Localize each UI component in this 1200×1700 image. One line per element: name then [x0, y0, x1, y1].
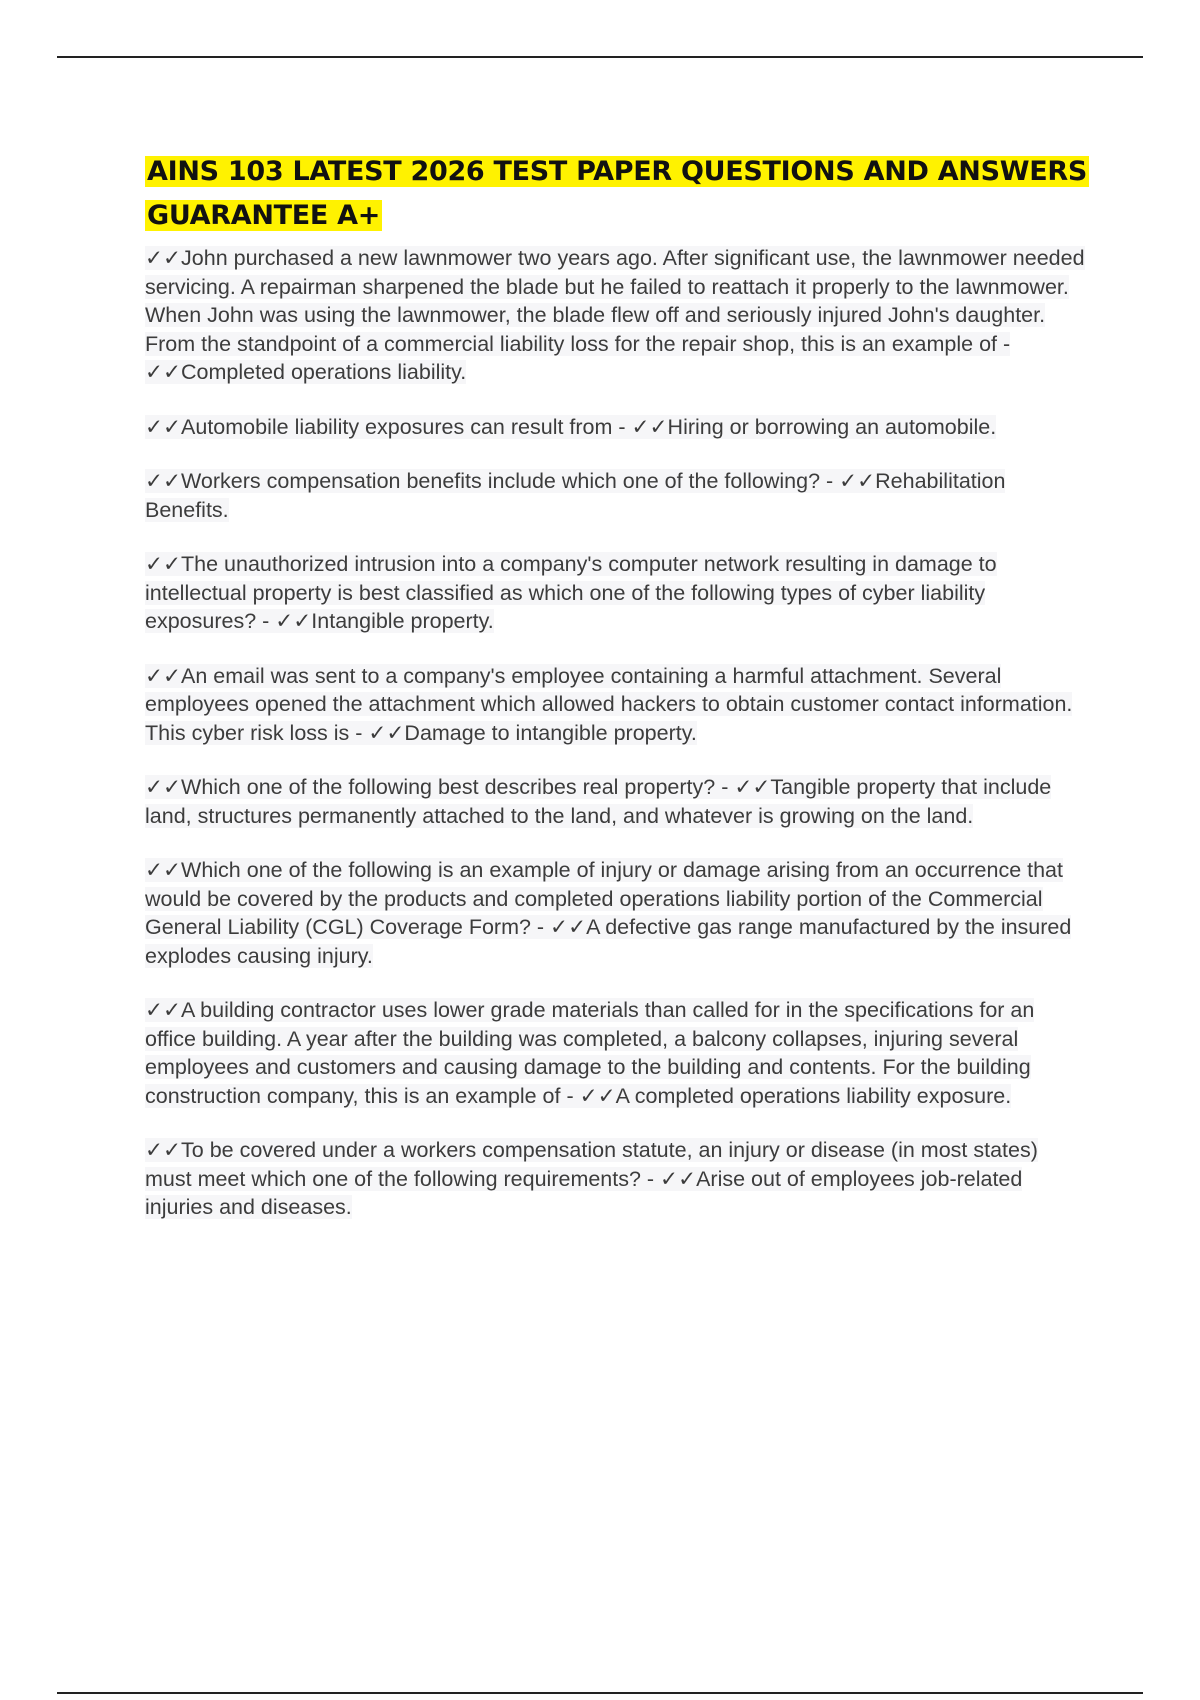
qa-item: ✓✓John purchased a new lawnmower two years ago. After significant use, the lawnmower needed servicing. A repairman sharpened the blade but he failed to reattach it properly to the lawnmower. When John was using the lawnmower, the blade flew off and seriously injured John's daughter. From the standpoint of a commercial liability loss for the repair shop, this is an example of - ✓✓Completed operations liability.	[145, 246, 1085, 384]
document-title	[145, 150, 1090, 238]
document-title-text: AINS 103 LATEST 2026 TEST PAPER QUESTIONS AND ANSWERS GUARANTEE A+	[147, 156, 1088, 231]
qa-item: ✓✓To be covered under a workers compensation statute, an injury or disease (in most states) must meet which one of the following requirements? - ✓✓Arise out of employees job-related injuries and diseases.	[145, 1138, 1038, 1219]
qa-item: ✓✓Automobile liability exposures can result from - ✓✓Hiring or borrowing an automobile.	[145, 414, 997, 439]
footer-rule	[57, 1692, 1143, 1694]
qa-item: ✓✓Which one of the following is an example of injury or damage arising from an occurrence that would be covered by the products and completed operations liability portion of the Commercial General Liability (CGL) Coverage Form? - ✓✓A defective gas range manufactured by the insured explodes causing injury.	[145, 858, 1072, 968]
qa-item: ✓✓The unauthorized intrusion into a company's computer network resulting in damage to intellectual property is best classified as which one of the following types of cyber liability exposures? - ✓✓Intangible property.	[145, 552, 997, 633]
qa-item: ✓✓Workers compensation benefits include which one of the following? - ✓✓Rehabilitation Benefits.	[145, 469, 1006, 522]
document-body	[145, 150, 1090, 1248]
qa-item: ✓✓Which one of the following best describes real property? - ✓✓Tangible property that include land, structures permanently attached to the land, and whatever is growing on the land.	[145, 775, 1052, 828]
qa-item: ✓✓A building contractor uses lower grade materials than called for in the specifications for an office building. A year after the building was completed, a balcony collapses, injuring several employees and customers and causing damage to the building and contents. For the building construction company, this is an example of - ✓✓A completed operations liability exposure.	[145, 998, 1035, 1108]
qa-item: ✓✓An email was sent to a company's employee containing a harmful attachment. Several employees opened the attachment which allowed hackers to obtain customer contact information. This cyber risk loss is - ✓✓Damage to intangible property.	[145, 663, 1073, 745]
header-rule	[57, 56, 1143, 58]
